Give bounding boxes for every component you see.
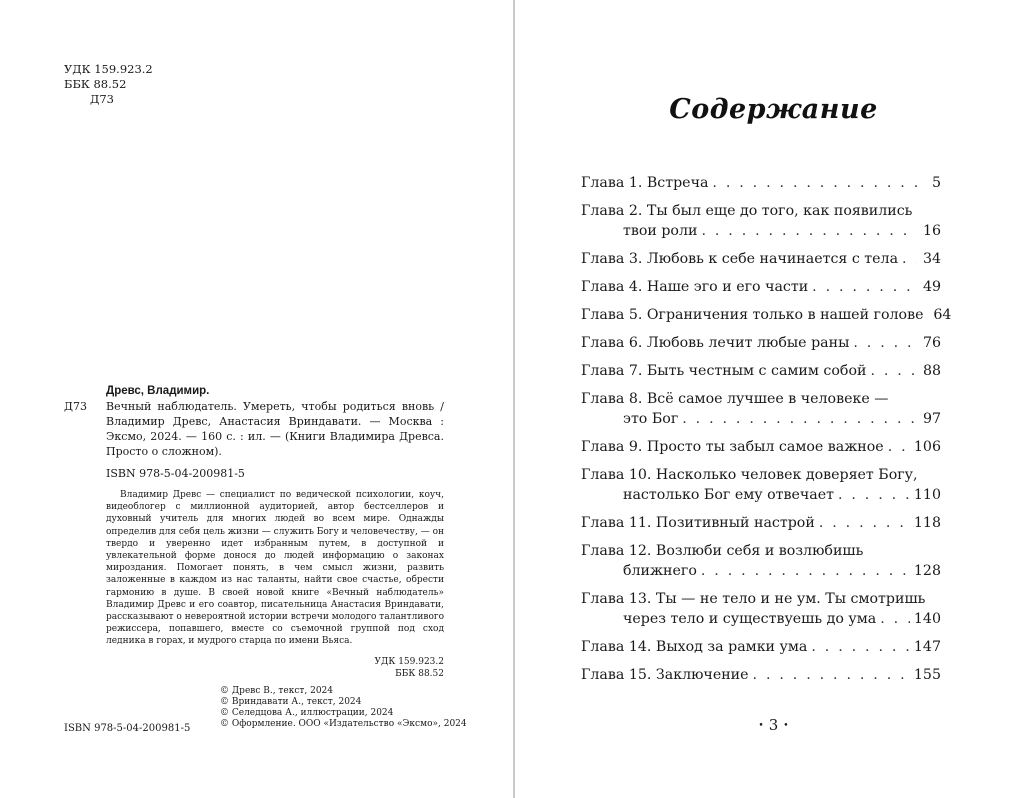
toc-chapter-title: Просто ты забыл самое важное [646, 439, 884, 455]
toc-leader-dots [880, 609, 910, 629]
toc-entry[interactable] [581, 541, 941, 581]
record-codes [64, 656, 444, 680]
toc-page: 106 [913, 439, 941, 455]
copyright-isbn: ISBN 978-5-04-200981-5 [64, 723, 191, 734]
toc-chapter-title-continued: настолько Бог ему отвечает [623, 487, 834, 503]
toc-chapter-title: Встреча [646, 175, 709, 191]
toc-leader-dots [753, 665, 910, 685]
record-annotation: Владимир Древс — специалист по ведической психологии, коуч, видеоблогер с миллионной аудиторией, автор бестселлеров и духовный учитель для многих людей во всем мире. Однажды определив для себя цель жизни — служить Богу и человечеству, — он твердо и уверенно идет избранным путем, в доступной и увлекательной форме донося до людей информацию о законах мироздания. Помогает понять, в чем смысл жизни, развить заложенные в каждом из нас таланты, найти свое счастье, обрести гармонию в душе. В своей новой книге «Вечный наблюдатель» Владимир Древс и его соавтор, писательница Анастасия Вриндавати, рассказывают о невероятной истории встречи молодого талантливого режиссера, попавшего, вместе со съемочной группой под сход ледника в горах, и мудрого старца по имени Вьяса. [106, 490, 444, 647]
toc-chapter-title: Насколько человек доверяет Богу, [655, 467, 918, 483]
toc-page: 64 [933, 307, 952, 323]
toc-entry[interactable] [581, 173, 941, 193]
toc-chapter-number: Глава 13. [581, 591, 652, 607]
toc-entry[interactable] [581, 305, 952, 325]
toc-chapter-title: Ты был еще до того, как появились [646, 203, 913, 219]
toc-page: 118 [913, 515, 941, 531]
toc-chapter-number: Глава 3. [581, 251, 643, 267]
toc-chapter-number: Глава 15. [581, 667, 652, 683]
toc-entry[interactable] [581, 637, 941, 657]
toc-chapter-number: Глава 10. [581, 467, 652, 483]
toc-page: 16 [922, 223, 941, 239]
toc-leader-dots [701, 561, 910, 581]
toc-chapter-title: Всё самое лучшее в человеке — [646, 391, 889, 407]
copyright-line: © Древс В., текст, 2024 [220, 686, 334, 696]
toc-chapter-title-continued: через тело и существуешь до ума [623, 611, 877, 627]
toc-chapter-title: Позитивный настрой [655, 515, 815, 531]
toc-chapter-number: Глава 11. [581, 515, 652, 531]
toc-chapter-title: Возлюби себя и возлюбишь [655, 543, 864, 559]
toc-leader-dots [701, 221, 917, 241]
toc-chapter-number: Глава 6. [581, 335, 643, 351]
toc-entry[interactable] [581, 513, 941, 533]
toc-leader-dots [838, 485, 910, 505]
left-page [0, 0, 514, 798]
toc-page: 155 [913, 667, 941, 683]
bibliographic-record [64, 384, 444, 680]
toc-title: Содержание [669, 94, 878, 125]
toc-chapter-number: Глава 7. [581, 363, 643, 379]
toc-chapter-number: Глава 9. [581, 439, 643, 455]
toc-page: 97 [922, 411, 941, 427]
toc-chapter-number: Глава 8. [581, 391, 643, 407]
toc-chapter-number: Глава 2. [581, 203, 643, 219]
toc-leader-dots [888, 437, 910, 457]
toc-entry[interactable] [581, 389, 941, 429]
toc-leader-dots [812, 277, 917, 297]
toc-leader-dots [819, 513, 910, 533]
toc-chapter-title-continued: твои роли [623, 223, 698, 239]
toc-page: 34 [922, 251, 941, 267]
toc-leader-dots [853, 333, 917, 353]
toc-chapter-title: Выход за рамки ума [655, 639, 808, 655]
toc-entry[interactable] [581, 201, 941, 241]
page-number-value: 3 [768, 716, 779, 734]
copyright-line: © Оформление. ООО «Издательство «Эксмо», 2024 [220, 719, 467, 729]
toc-page: 128 [913, 563, 941, 579]
toc-chapter-number: Глава 4. [581, 279, 643, 295]
toc-leader-dots [682, 409, 917, 429]
ornament-dot-icon: • [758, 721, 764, 731]
toc-chapter-title: Наше эго и его части [646, 279, 809, 295]
toc-chapter-title: Любовь лечит любые раны [646, 335, 850, 351]
toc-entry[interactable] [581, 361, 941, 381]
page-number [515, 716, 1032, 734]
bbk-code: ББК 88.52 [64, 77, 127, 91]
author-mark: Д73 [90, 92, 114, 106]
toc-leader-dots [712, 173, 917, 193]
toc-entry[interactable] [581, 437, 941, 457]
toc-leader-dots [811, 637, 910, 657]
toc-chapter-title: Ты — не тело и не ум. Ты смотришь [655, 591, 926, 607]
toc-page: 49 [922, 279, 941, 295]
toc-leader-dots [902, 249, 917, 269]
ornament-dot-icon: • [783, 721, 789, 731]
toc-chapter-number: Глава 5. [581, 307, 643, 323]
record-isbn: ISBN 978-5-04-200981-5 [106, 467, 245, 480]
toc-page: 76 [922, 335, 941, 351]
copyright-line: © Селедцова А., иллюстрации, 2024 [220, 708, 394, 718]
toc-entry[interactable] [581, 465, 941, 505]
toc-page: 140 [913, 611, 941, 627]
toc-chapter-number: Глава 12. [581, 543, 652, 559]
toc-page: 110 [913, 487, 941, 503]
copyright-lines [220, 686, 467, 730]
copyright-line: © Вриндавати А., текст, 2024 [220, 697, 362, 707]
record-udk: УДК 159.923.2 [374, 656, 444, 667]
record-code: Д73 [64, 400, 87, 413]
toc-page: 5 [931, 175, 941, 191]
toc-chapter-number: Глава 14. [581, 639, 652, 655]
toc-entry[interactable] [581, 249, 941, 269]
record-description: Вечный наблюдатель. Умереть, чтобы родиться вновь / Владимир Древс, Анастасия Вриндавати. — Москва : Эксмо, 2024. — 160 с. : ил. — (Книги Владимира Древса. Просто о сложном). [106, 400, 444, 458]
toc-chapter-title: Заключение [655, 667, 749, 683]
toc-entry[interactable] [581, 333, 941, 353]
toc-chapter-title: Быть честным с самим собой [646, 363, 867, 379]
toc-chapter-title-continued: это Бог [623, 411, 679, 427]
record-bbk: ББК 88.52 [395, 668, 444, 679]
udk-code: УДК 159.923.2 [64, 62, 153, 76]
toc-page: 147 [913, 639, 941, 655]
classification-block [64, 62, 153, 107]
toc-chapter-number: Глава 1. [581, 175, 643, 191]
toc-entry[interactable] [581, 277, 941, 297]
record-author: Древс, Владимир. [106, 385, 210, 397]
toc-leader-dots [870, 361, 917, 381]
toc-entry[interactable] [581, 665, 941, 685]
table-of-contents [581, 173, 952, 693]
toc-chapter-title: Любовь к себе начинается с тела [646, 251, 899, 267]
right-page [515, 0, 1032, 798]
toc-chapter-title: Ограничения только в нашей голове [646, 307, 924, 323]
toc-entry[interactable] [581, 589, 941, 629]
toc-chapter-title-continued: ближнего [623, 563, 697, 579]
toc-page: 88 [922, 363, 941, 379]
